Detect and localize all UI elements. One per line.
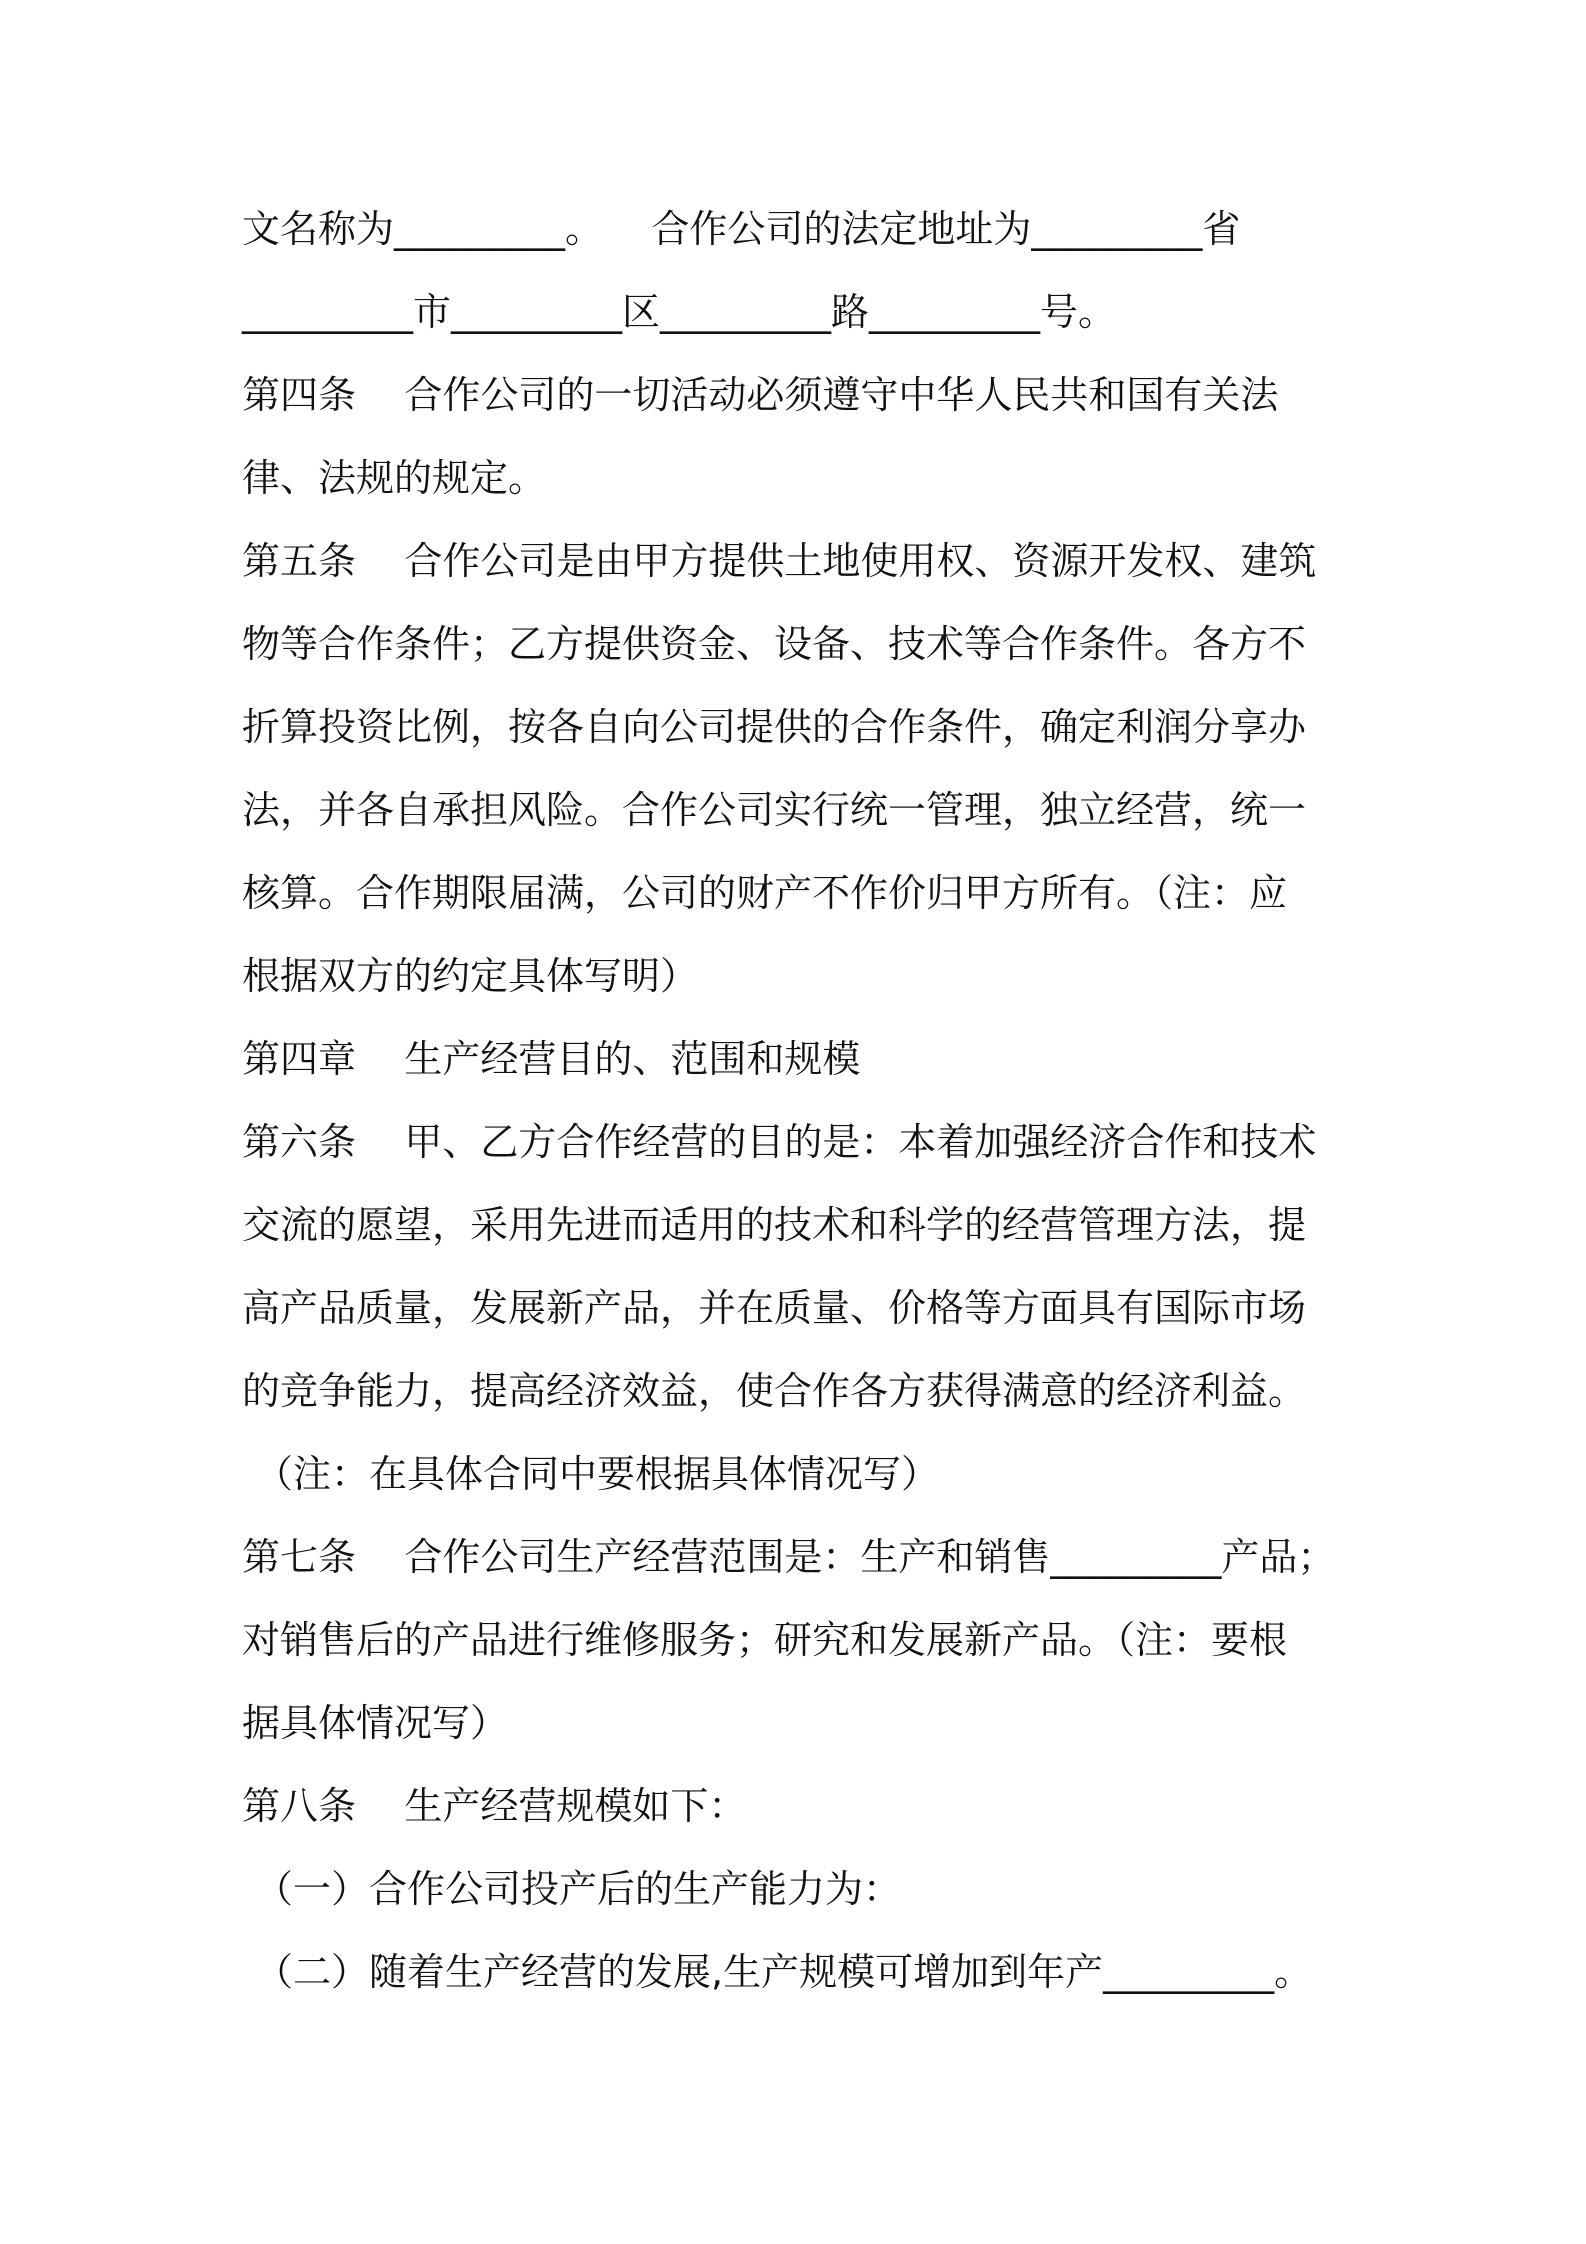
text-line: 核算。合作期限届满，公司的财产不作价归甲方所有。（注：应: [242, 871, 1288, 915]
list-item: （二）随着生产经营的发展,生产规模可增加到年产_________。: [255, 1950, 1313, 1994]
article-4-heading: 第四条 合作公司的一切活动必须遵守中华人民共和国有关法: [242, 373, 1279, 417]
text-line: _________市_________区_________路_________号。: [242, 290, 1117, 334]
text-line: 据具体情况写）: [242, 1701, 509, 1745]
chapter-4-heading: 第四章 生产经营目的、范围和规模: [242, 1037, 861, 1081]
text-line: 高产品质量，发展新产品，并在质量、价格等方面具有国际市场: [242, 1286, 1307, 1330]
text-line: 折算投资比例，按各自向公司提供的合作条件，确定利润分享办: [242, 705, 1307, 749]
text-line: 律、法规的规定。: [242, 456, 547, 500]
text-line: 法，并各自承担风险。合作公司实行统一管理，独立经营，统一: [242, 788, 1307, 832]
text-line: 物等合作条件；乙方提供资金、设备、技术等合作条件。各方不: [242, 622, 1307, 666]
article-5-heading: 第五条 合作公司是由甲方提供土地使用权、资源开发权、建筑: [242, 539, 1317, 583]
text-line: 文名称为_________。 合作公司的法定地址为_________省: [242, 207, 1241, 251]
text-line: 对销售后的产品进行维修服务；研究和发展新产品。（注：要根: [242, 1618, 1288, 1662]
text-line: 根据双方的约定具体写明）: [242, 954, 699, 998]
note-line: （注：在具体合同中要根据具体情况写）: [255, 1452, 940, 1496]
article-6-heading: 第六条 甲、乙方合作经营的目的是：本着加强经济合作和技术: [242, 1120, 1317, 1164]
text-line: 的竞争能力，提高经济效益，使合作各方获得满意的经济利益。: [242, 1369, 1307, 1413]
article-7-heading: 第七条 合作公司生产经营范围是：生产和销售_________产品；: [242, 1535, 1336, 1579]
text-line: 交流的愿望，采用先进而适用的技术和科学的经营管理方法，提: [242, 1203, 1307, 1247]
article-8-heading: 第八条 生产经营规模如下：: [242, 1784, 747, 1828]
list-item: （一）合作公司投产后的生产能力为：: [255, 1867, 902, 1911]
